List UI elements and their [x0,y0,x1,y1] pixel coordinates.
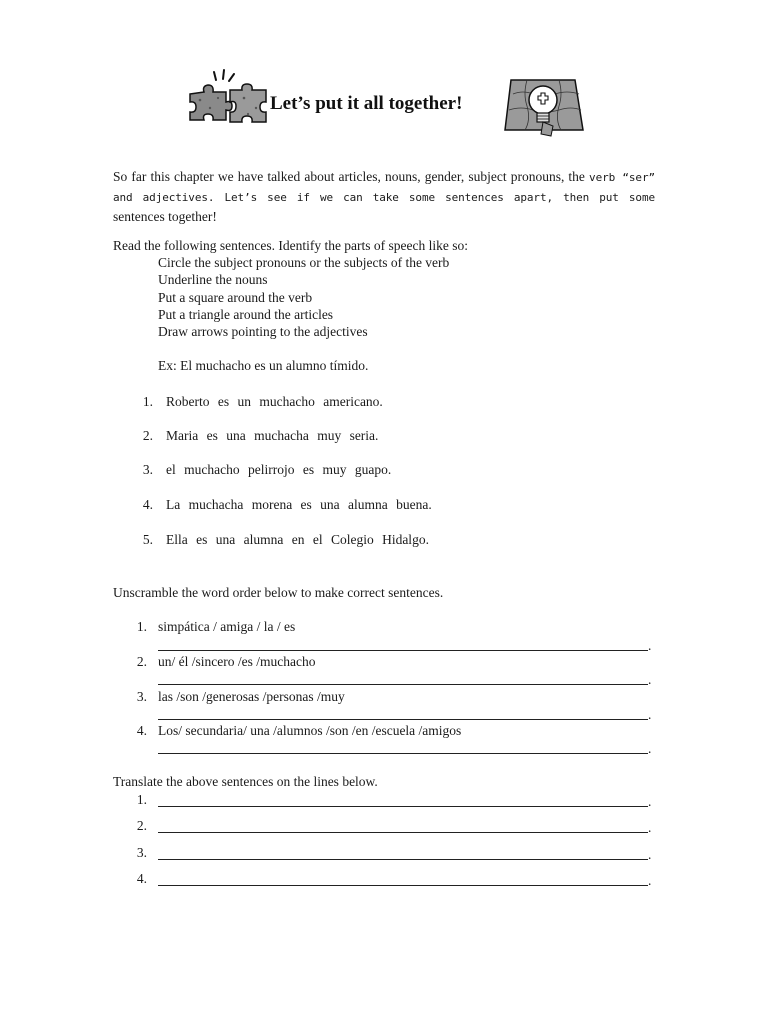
intro-text-part2: verb “ser” and adjectives. Let’s see if we can take some sentences apart, then put some [113,171,656,204]
answer-line[interactable] [158,650,648,651]
translation-line[interactable] [158,832,648,833]
sentence-text: La muchacha morena es una alumna buena. [166,497,432,512]
instruction-item: Circle the subject pronouns or the subjects of the verb [158,255,450,270]
sentence-text: Roberto es un muchacho americano. [166,394,383,409]
sentence-text: Ella es una alumna en el Colegio Hidalgo. [166,532,429,547]
sentence-number: 4. [142,497,153,512]
puzzle-pieces-clipart [186,68,270,124]
answer-line[interactable] [158,753,648,754]
example-sentence: Ex: El muchacho es un alumno tímido. [158,358,369,373]
intro-text-part3: sentences together! [113,209,217,224]
line-end-period: . [648,873,652,888]
unscramble-number: 3. [136,689,147,704]
page-title: Let’s put it all together! [270,93,463,114]
translate-lead: Translate the above sentences on the lines below. [113,774,378,789]
instruction-item: Underline the nouns [158,272,268,287]
unscramble-words: un/ él /sincero /es /muchacho [158,654,316,669]
line-end-period: . [648,638,652,653]
sentence-number: 5. [142,532,153,547]
translate-number: 2. [136,818,147,833]
unscramble-number: 2. [136,654,147,669]
intro-paragraph [113,167,655,226]
unscramble-words: simpática / amiga / la / es [158,619,296,634]
sentence-number: 2. [142,428,153,443]
instruction-item: Draw arrows pointing to the adjectives [158,324,368,339]
translate-number: 1. [136,792,147,807]
unscramble-words: Los/ secundaria/ una /alumnos /son /en /escuela /amigos [158,723,462,738]
intro-text-part1: So far this chapter we have talked about articles, nouns, gender, subject pronouns, the [113,169,585,184]
translation-line[interactable] [158,859,648,860]
line-end-period: . [648,707,652,722]
unscramble-words: las /son /generosas /personas /muy [158,689,345,704]
line-end-period: . [648,820,652,835]
line-end-period: . [648,741,652,756]
translation-line[interactable] [158,806,648,807]
unscramble-number: 1. [136,619,147,634]
line-end-period: . [648,794,652,809]
line-end-period: . [648,672,652,687]
sentence-number: 1. [142,394,153,409]
sentence-text: Maria es una muchacha muy seria. [166,428,379,443]
translate-number: 4. [136,871,147,886]
translate-number: 3. [136,845,147,860]
unscramble-lead: Unscramble the word order below to make correct sentences. [113,585,444,600]
answer-line[interactable] [158,719,648,720]
unscramble-number: 4. [136,723,147,738]
instruction-item: Put a square around the verb [158,290,313,305]
lightbulb-puzzle-clipart [503,76,587,138]
answer-line[interactable] [158,684,648,685]
instruction-item: Put a triangle around the articles [158,307,334,322]
instructions-lead: Read the following sentences. Identify the parts of speech like so: [113,238,469,253]
sentence-number: 3. [142,462,153,477]
line-end-period: . [648,847,652,862]
translation-line[interactable] [158,885,648,886]
sentence-text: el muchacho pelirrojo es muy guapo. [166,462,392,477]
